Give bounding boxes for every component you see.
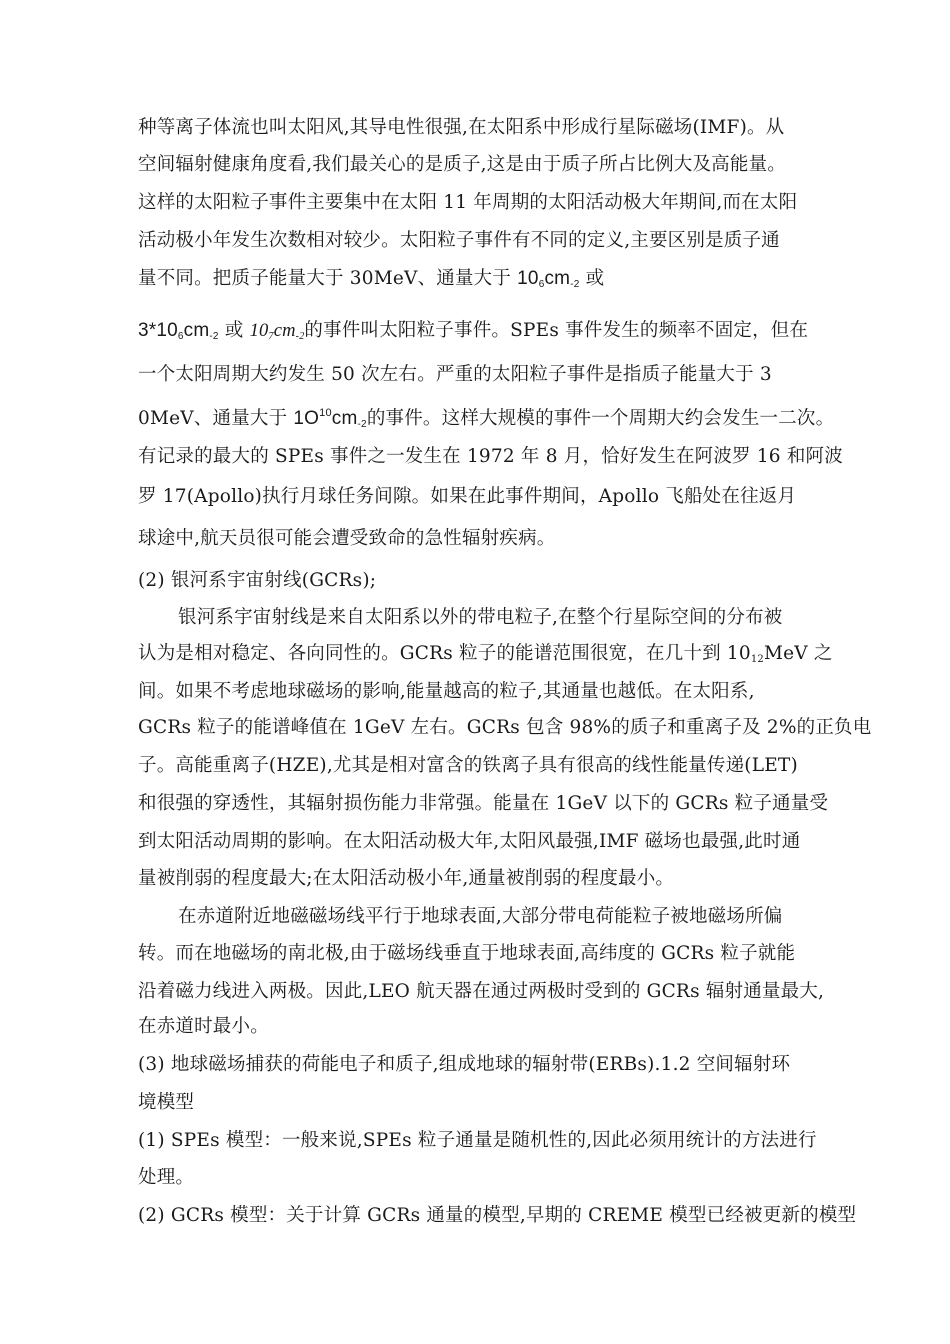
text-line: 转。而在地磁场的南北极,由于磁场线垂直于地球表面,高纬度的 GCRs 粒子就能 <box>138 943 796 964</box>
text-line: 和很强的穿透性，其辐射损伤能力非常强。能量在 1GeV 以下的 GCRs 粒子通量受 <box>138 793 829 814</box>
text-line: 量被削弱的程度最大;在太阳活动极小年,通量被削弱的程度最小。 <box>138 868 675 889</box>
text-line: 空间辐射健康角度看,我们最关心的是质子,这是由于质子所占比例大及高能量。 <box>138 154 786 175</box>
text-segment: 0MeV、通量大于 <box>138 408 294 429</box>
text-segment: 量不同。把质子能量大于 30MeV、通量大于 <box>138 268 518 289</box>
text-line: 球途中,航天员很可能会遭受致命的急性辐射疾病。 <box>138 528 556 549</box>
text-line: 罗 17(Apollo)执行月球任务间隙。如果在此事件期间，Apollo 飞船处在往返月 <box>138 486 797 507</box>
text-line: 在赤道附近地磁磁场线平行于地球表面,大部分带电荷能粒子被地磁场所偏 <box>178 906 783 927</box>
text-line <box>138 266 604 298</box>
text-line: 银河系宇宙射线是来自太阳系以外的带电粒子,在整个行星际空间的分布被 <box>178 607 783 628</box>
text-line: 在赤道时最小。 <box>138 1016 269 1037</box>
formula-exponent: -2 <box>357 419 367 430</box>
formula-unit: cm <box>331 408 358 429</box>
text-segment: 的事件。这样大规模的事件一个周期大约会发生一二次。 <box>366 408 835 429</box>
section-heading: (3) 地球磁场捕获的荷能电子和质子,组成地球的辐射带(ERBs).1.2 空间辐射环 <box>138 1054 791 1075</box>
formula-exponent: 7 <box>268 331 274 342</box>
formula-exponent: -2 <box>295 331 305 342</box>
formula-exponent: 6 <box>177 331 184 342</box>
section-heading: 境模型 <box>138 1092 195 1113</box>
formula-exponent: -2 <box>570 279 580 290</box>
text-line <box>138 318 808 350</box>
formula-exponent: -2 <box>209 331 219 342</box>
formula-unit: cm <box>183 320 210 341</box>
text-line: 活动极小年发生次数相对较少。太阳粒子事件有不同的定义,主要区别是质子通 <box>138 230 780 251</box>
formula-exponent: 12 <box>750 654 764 665</box>
formula-base: 1O <box>293 408 320 429</box>
section-heading: (2) 银河系宇宙射线(GCRs); <box>138 570 377 591</box>
formula-unit: cm <box>544 268 571 289</box>
text-line: 沿着磁力线进入两极。因此,LEO 航天器在通过两极时受到的 GCRs 辐射通量最大, <box>138 981 825 1002</box>
formula-base: 3*10 <box>138 320 178 341</box>
formula-base: 10 <box>517 268 539 289</box>
text-line: (2) GCRs 模型：关于计算 GCRs 通量的模型,早期的 CREME 模型已经被更新的模型 <box>138 1205 857 1226</box>
text-line: 子。高能重离子(HZE),尤其是相对富含的铁离子具有很高的线性能量传递(LET) <box>138 755 798 776</box>
text-segment: 或 <box>218 320 250 341</box>
text-line: GCRs 粒子的能谱峰值在 1GeV 左右。GCRs 包含 98%的质子和重离子及 2%的正负电 <box>138 717 872 738</box>
formula-base: 10 <box>249 321 269 341</box>
text-line: 处理。 <box>138 1167 195 1188</box>
text-segment: 的事件叫太阳粒子事件。SPEs 事件发生的频率不固定，但在 <box>304 320 809 341</box>
formula-exponent: 6 <box>538 279 545 290</box>
text-line <box>138 400 834 438</box>
text-line: 到太阳活动周期的影响。在太阳活动极大年,太阳风最强,IMF 磁场也最强,此时通 <box>138 831 801 852</box>
text-line: 一个太阳周期大约发生 50 次左右。严重的太阳粒子事件是指质子能量大于 3 <box>138 364 772 385</box>
formula-unit: cm <box>273 321 296 341</box>
text-line: (1) SPEs 模型：一般来说,SPEs 粒子通量是随机性的,因此必须用统计的方法进行 <box>138 1130 817 1151</box>
formula-exponent: 10 <box>319 407 332 419</box>
text-segment: 认为是相对稳定、各向同性的。GCRs 粒子的能谱范围很宽，在几十到 10 <box>138 643 751 664</box>
text-line: 有记录的最大的 SPEs 事件之一发生在 1972 年 8 月，恰好发生在阿波罗 16 和阿波 <box>138 446 843 467</box>
text-line: 间。如果不考虑地球磁场的影响,能量越高的粒子,其通量也越低。在太阳系, <box>138 681 755 702</box>
text-segment: MeV 之 <box>764 643 833 664</box>
text-line: 种等离子体流也叫太阳风,其导电性很强,在太阳系中形成行星际磁场(IMF)。从 <box>138 117 785 138</box>
text-line <box>138 641 833 673</box>
text-segment: 或 <box>579 268 605 289</box>
text-line: 这样的太阳粒子事件主要集中在太阳 11 年周期的太阳活动极大年期间,而在太阳 <box>138 192 798 213</box>
